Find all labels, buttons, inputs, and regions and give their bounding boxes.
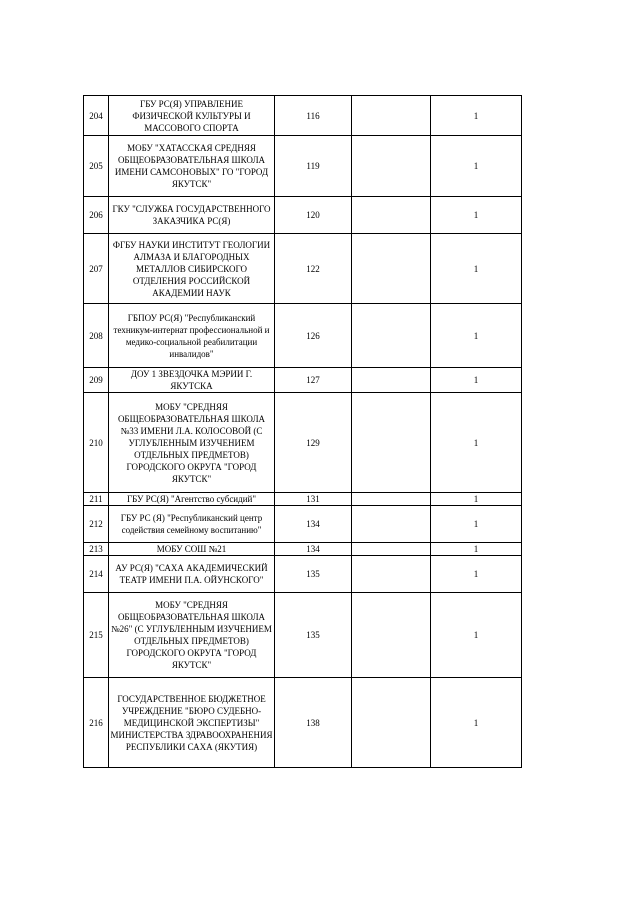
empty-cell	[352, 96, 431, 136]
table-row	[84, 197, 522, 234]
organization-name: ГБПОУ РС(Я) "Республиканский техникум-интернат профессиональной и медико-социальной реабилитации инвалидов"	[109, 304, 275, 368]
row-number: 215	[84, 593, 109, 678]
code-cell: 134	[275, 543, 352, 556]
organization-name: МОБУ "СРЕДНЯЯ ОБЩЕОБРАЗОВАТЕЛЬНАЯ ШКОЛА №26" (С УГЛУБЛЕННЫМ ИЗУЧЕНИЕМ ОТДЕЛЬНЫХ ПРЕДМЕТОВ) ГОРОДСКОГО ОКРУГА "ГОРОД ЯКУТСК"	[109, 593, 275, 678]
table-row	[84, 304, 522, 368]
code-cell: 126	[275, 304, 352, 368]
value-cell: 1	[431, 197, 522, 234]
organizations-table	[83, 95, 522, 768]
code-cell: 135	[275, 593, 352, 678]
organization-name: АУ РС(Я) "САХА АКАДЕМИЧЕСКИЙ ТЕАТР ИМЕНИ П.А. ОЙУНСКОГО"	[109, 556, 275, 593]
code-cell: 122	[275, 234, 352, 304]
row-number: 214	[84, 556, 109, 593]
organization-name: ГОСУДАРСТВЕННОЕ БЮДЖЕТНОЕ УЧРЕЖДЕНИЕ "БЮРО СУДЕБНО-МЕДИЦИНСКОЙ ЭКСПЕРТИЗЫ" МИНИСТЕРСТВА ЗДРАВООХРАНЕНИЯ РЕСПУБЛИКИ САХА (ЯКУТИЯ)	[109, 678, 275, 768]
value-cell: 1	[431, 96, 522, 136]
row-number: 212	[84, 506, 109, 543]
code-cell: 119	[275, 136, 352, 197]
empty-cell	[352, 556, 431, 593]
row-number: 208	[84, 304, 109, 368]
empty-cell	[352, 506, 431, 543]
row-number: 213	[84, 543, 109, 556]
table-row	[84, 136, 522, 197]
empty-cell	[352, 368, 431, 393]
row-number: 216	[84, 678, 109, 768]
empty-cell	[352, 678, 431, 768]
table-row	[84, 593, 522, 678]
organization-name: ГКУ "СЛУЖБА ГОСУДАРСТВЕННОГО ЗАКАЗЧИКА РС(Я)	[109, 197, 275, 234]
organization-name: МОБУ СОШ №21	[109, 543, 275, 556]
table-row	[84, 506, 522, 543]
table-row	[84, 393, 522, 493]
table-row	[84, 96, 522, 136]
empty-cell	[352, 543, 431, 556]
code-cell: 129	[275, 393, 352, 493]
table-row	[84, 543, 522, 556]
value-cell: 1	[431, 304, 522, 368]
organization-name: ГБУ РС (Я) "Республиканский центр содействия семейному воспитанию"	[109, 506, 275, 543]
row-number: 207	[84, 234, 109, 304]
table-row	[84, 556, 522, 593]
table-row	[84, 678, 522, 768]
row-number: 210	[84, 393, 109, 493]
table-row	[84, 368, 522, 393]
value-cell: 1	[431, 506, 522, 543]
organization-name: МОБУ "ХАТАССКАЯ СРЕДНЯЯ ОБЩЕОБРАЗОВАТЕЛЬНАЯ ШКОЛА ИМЕНИ САМСОНОВЫХ" ГО "ГОРОД ЯКУТСК"	[109, 136, 275, 197]
organization-name: ДОУ 1 ЗВЕЗДОЧКА МЭРИИ Г. ЯКУТСКА	[109, 368, 275, 393]
organization-name: МОБУ "СРЕДНЯЯ ОБЩЕОБРАЗОВАТЕЛЬНАЯ ШКОЛА №33 ИМЕНИ Л.А. КОЛОСОВОЙ (С УГЛУБЛЕННЫМ ИЗУЧЕНИЕМ ОТДЕЛЬНЫХ ПРЕДМЕТОВ) ГОРОДСКОГО ОКРУГА "ГОРОД ЯКУТСК"	[109, 393, 275, 493]
value-cell: 1	[431, 393, 522, 493]
organization-name: ГБУ РС(Я) "Агентство субсидий"	[109, 493, 275, 506]
table-row	[84, 493, 522, 506]
code-cell: 135	[275, 556, 352, 593]
empty-cell	[352, 136, 431, 197]
value-cell: 1	[431, 368, 522, 393]
row-number: 209	[84, 368, 109, 393]
row-number: 205	[84, 136, 109, 197]
code-cell: 134	[275, 506, 352, 543]
empty-cell	[352, 197, 431, 234]
empty-cell	[352, 234, 431, 304]
empty-cell	[352, 304, 431, 368]
table-row	[84, 234, 522, 304]
code-cell: 120	[275, 197, 352, 234]
value-cell: 1	[431, 543, 522, 556]
value-cell: 1	[431, 556, 522, 593]
row-number: 211	[84, 493, 109, 506]
value-cell: 1	[431, 493, 522, 506]
organization-name: ФГБУ НАУКИ ИНСТИТУТ ГЕОЛОГИИ АЛМАЗА И БЛАГОРОДНЫХ МЕТАЛЛОВ СИБИРСКОГО ОТДЕЛЕНИЯ РОССИЙСКОЙ АКАДЕМИИ НАУК	[109, 234, 275, 304]
code-cell: 138	[275, 678, 352, 768]
empty-cell	[352, 493, 431, 506]
code-cell: 131	[275, 493, 352, 506]
code-cell: 127	[275, 368, 352, 393]
empty-cell	[352, 593, 431, 678]
code-cell: 116	[275, 96, 352, 136]
row-number: 204	[84, 96, 109, 136]
organization-name: ГБУ РС(Я) УПРАВЛЕНИЕ ФИЗИЧЕСКОЙ КУЛЬТУРЫ И МАССОВОГО СПОРТА	[109, 96, 275, 136]
value-cell: 1	[431, 678, 522, 768]
value-cell: 1	[431, 593, 522, 678]
value-cell: 1	[431, 136, 522, 197]
value-cell: 1	[431, 234, 522, 304]
row-number: 206	[84, 197, 109, 234]
empty-cell	[352, 393, 431, 493]
